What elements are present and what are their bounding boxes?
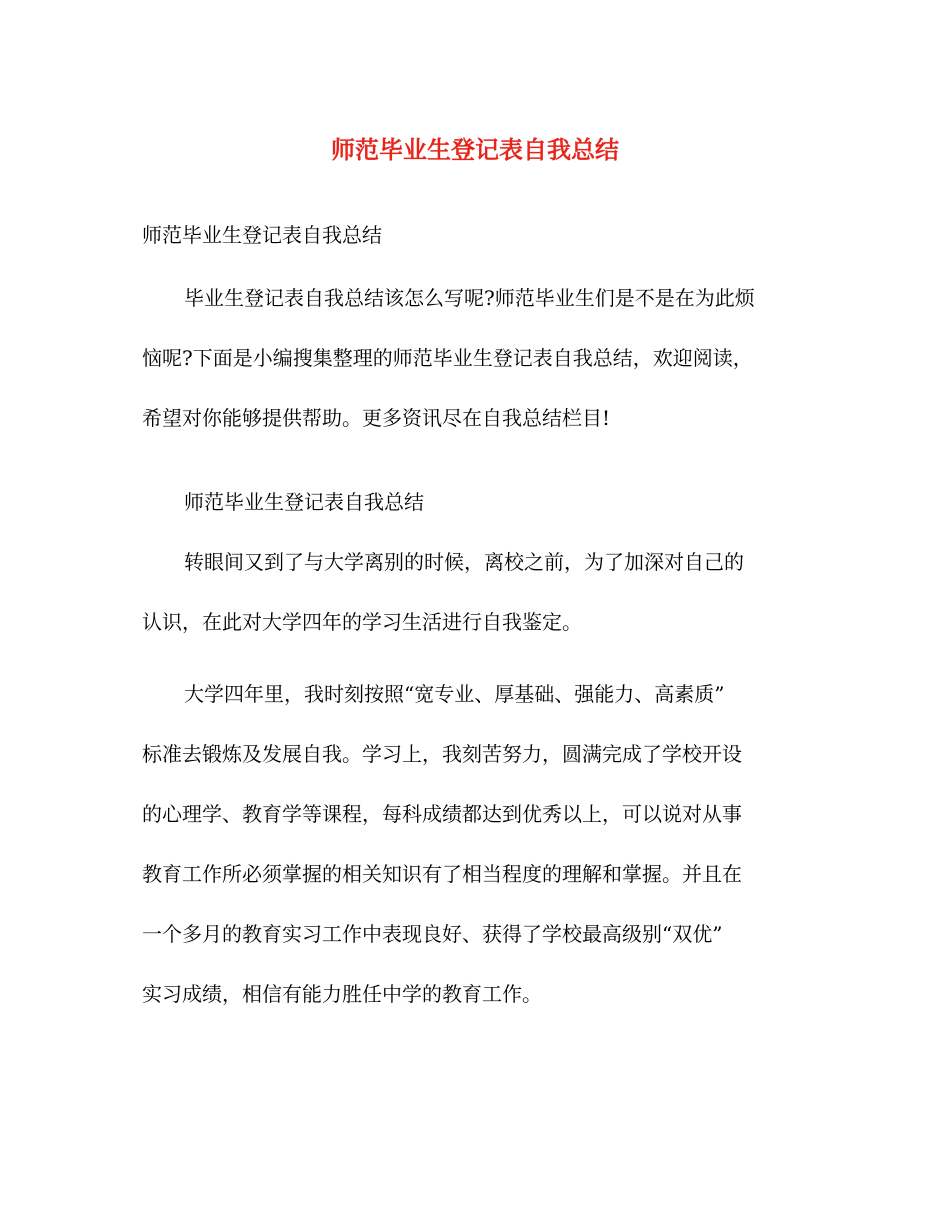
subtitle-line: 师范毕业生登记表自我总结	[142, 223, 382, 247]
intro-paragraph	[142, 268, 810, 448]
paragraph-line: 实习成绩，相信有能力胜任中学的教育工作。	[142, 982, 542, 1006]
document-subtitle	[142, 205, 810, 265]
paragraph-line: 大学四年里，我时刻按照“宽专业、厚基础、强能力、高素质”	[184, 682, 725, 706]
paragraph-line: 恼呢?下面是小编搜集整理的师范毕业生登记表自我总结，欢迎阅读，	[142, 346, 753, 370]
body-paragraph-1	[142, 532, 810, 652]
paragraph-line: 认识，在此对大学四年的学习生活进行自我鉴定。	[142, 610, 582, 634]
paragraph-line: 一个多月的教育实习工作中表现良好、获得了学校最高级别“双优”	[142, 922, 723, 946]
paragraph-line: 的心理学、教育学等课程，每科成绩都达到优秀以上，可以说对从事	[142, 802, 742, 826]
document-title: 师范毕业生登记表自我总结	[331, 136, 619, 164]
body-paragraph-2	[142, 664, 810, 1024]
paragraph-line: 转眼间又到了与大学离别的时候，离校之前，为了加深对自己的	[184, 550, 744, 574]
section-heading-line: 师范毕业生登记表自我总结	[184, 490, 424, 514]
paragraph-line: 教育工作所必须掌握的相关知识有了相当程度的理解和掌握。并且在	[142, 862, 742, 886]
paragraph-line: 希望对你能够提供帮助。更多资讯尽在自我总结栏目!	[142, 406, 611, 430]
paragraph-line: 标准去锻炼及发展自我。学习上，我刻苦努力，圆满完成了学校开设	[142, 742, 742, 766]
paragraph-line: 毕业生登记表自我总结该怎么写呢?师范毕业生们是不是在为此烦	[184, 286, 755, 310]
section-heading	[142, 472, 810, 532]
